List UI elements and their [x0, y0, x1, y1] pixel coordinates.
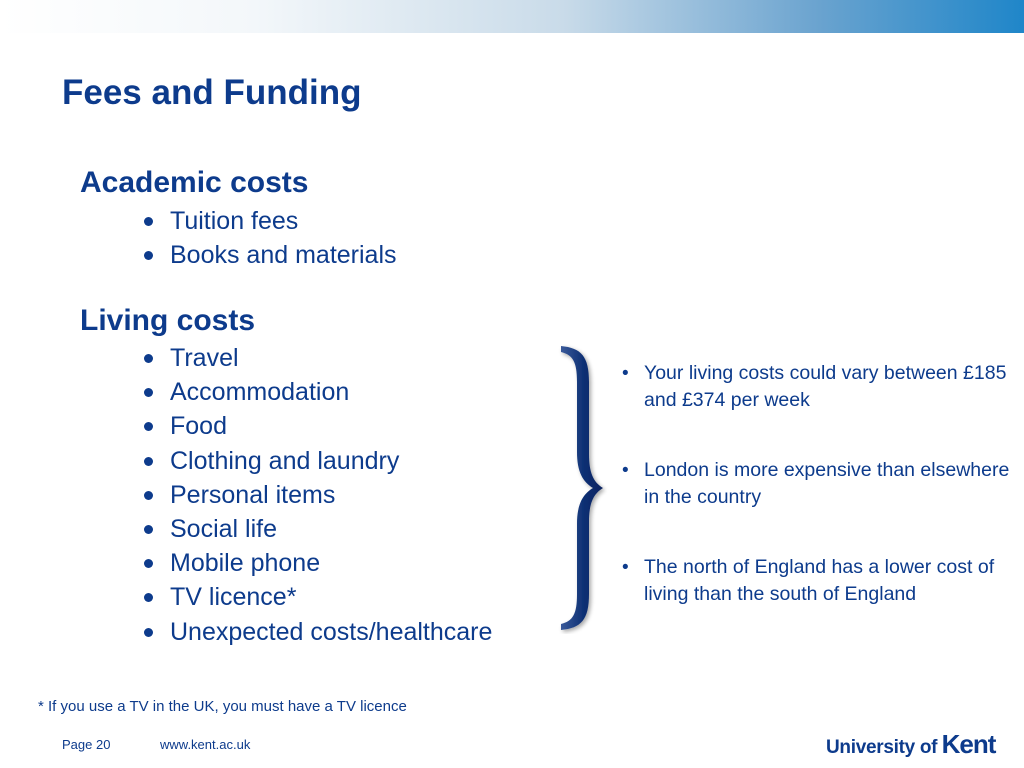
list-item: Travel — [142, 341, 492, 375]
slide-title: Fees and Funding — [62, 73, 362, 112]
academic-costs-heading: Academic costs — [80, 166, 309, 199]
university-of-kent-logo — [826, 729, 995, 760]
tv-licence-footnote: * If you use a TV in the UK, you must have a TV licence — [38, 698, 407, 715]
header-gradient-band — [0, 0, 1024, 33]
note-north-england: • The north of England has a lower cost of living than the south of England — [622, 554, 1012, 608]
page-number: Page 20 — [62, 737, 111, 752]
logo-prefix: University of — [826, 737, 938, 758]
living-costs-notes — [622, 360, 1012, 608]
website-url: www.kent.ac.uk — [160, 737, 251, 752]
academic-costs-list — [142, 204, 397, 272]
logo-name: Kent — [941, 729, 996, 759]
list-item: Accommodation — [142, 375, 492, 409]
list-item: Books and materials — [142, 238, 397, 272]
list-item: Tuition fees — [142, 204, 397, 238]
list-item: Unexpected costs/healthcare — [142, 615, 492, 649]
list-item: Personal items — [142, 478, 492, 512]
note-living-cost-range: • Your living costs could vary between £185 and £374 per week — [622, 360, 1012, 414]
right-curly-brace-icon — [553, 342, 609, 634]
list-item: Clothing and laundry — [142, 444, 492, 478]
living-costs-heading: Living costs — [80, 304, 256, 337]
living-costs-list — [142, 341, 492, 649]
list-item: TV licence* — [142, 580, 492, 614]
note-london: • London is more expensive than elsewhere in the country — [622, 457, 1012, 511]
list-item: Food — [142, 409, 492, 443]
list-item: Mobile phone — [142, 546, 492, 580]
list-item: Social life — [142, 512, 492, 546]
